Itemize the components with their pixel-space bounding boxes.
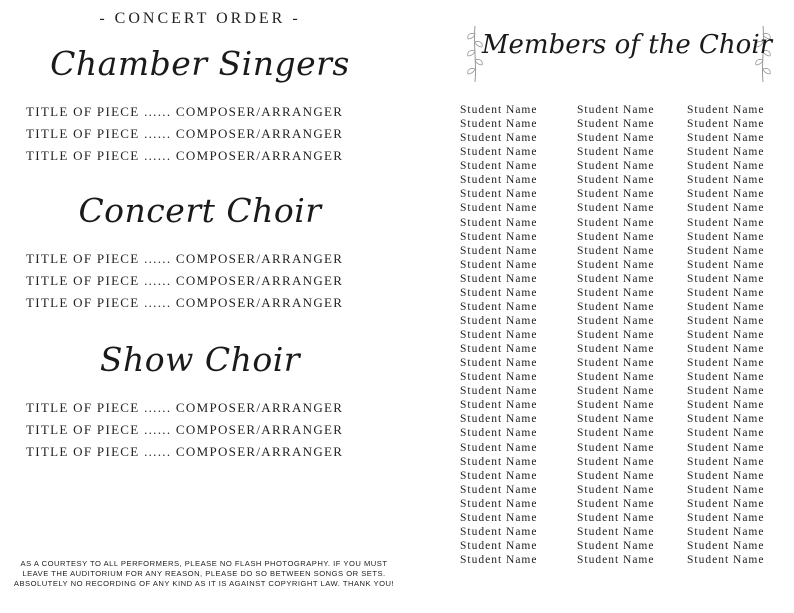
member-name: Student Name [687,188,765,201]
member-name: Student Name [687,343,765,356]
program-line: TITLE OF PIECE ...... COMPOSER/ARRANGER [26,444,344,459]
member-name: Student Name [460,314,538,327]
member-name: Student Name [577,174,655,187]
member-name: Student Name [577,413,655,426]
member-name: Student Name [687,413,765,426]
member-name: Student Name [687,314,765,327]
member-name: Student Name [460,286,538,299]
member-name: Student Name [460,539,538,552]
member-name: Student Name [687,174,765,187]
program-line: TITLE OF PIECE ...... COMPOSER/ARRANGER [26,400,344,415]
member-name: Student Name [687,525,765,538]
member-name: Student Name [577,385,655,398]
concert-order-header: - CONCERT ORDER - [99,10,301,27]
member-name: Student Name [687,132,765,145]
member-name: Student Name [577,497,655,510]
member-name: Student Name [577,427,655,440]
member-name: Student Name [687,258,765,271]
member-name: Student Name [687,286,765,299]
member-name: Student Name [577,216,655,229]
member-name: Student Name [687,539,765,552]
member-name: Student Name [577,202,655,215]
member-name: Student Name [577,188,655,201]
program-line: TITLE OF PIECE ...... COMPOSER/ARRANGER [26,295,344,310]
member-name: Student Name [460,469,538,482]
program-line: TITLE OF PIECE ...... COMPOSER/ARRANGER [26,104,344,119]
member-name: Student Name [460,329,538,341]
member-name: Student Name [687,497,765,510]
member-name: Student Name [460,300,538,313]
member-name: Student Name [687,300,765,313]
member-name: Student Name [577,258,655,271]
member-name: Student Name [687,104,765,116]
member-column-2 [577,103,654,567]
members-title: Members of the Choir [481,30,773,60]
member-name: Student Name [577,469,655,482]
member-name: Student Name [577,554,655,566]
member-name: Student Name [687,469,765,482]
member-name: Student Name [460,244,538,257]
member-column-3 [687,103,764,567]
member-name: Student Name [687,427,765,440]
program-line: TITLE OF PIECE ...... COMPOSER/ARRANGER [26,251,344,266]
member-name: Student Name [577,539,655,552]
member-name: Student Name [687,160,765,173]
member-name: Student Name [460,427,538,440]
member-name: Student Name [687,146,765,159]
member-column-1 [460,103,537,567]
member-name: Student Name [460,497,538,510]
member-name: Student Name [460,399,538,412]
member-name: Student Name [460,554,538,566]
member-name: Student Name [577,160,655,173]
member-name: Student Name [687,483,765,496]
member-name: Student Name [577,118,655,131]
member-name: Student Name [687,511,765,524]
member-name: Student Name [460,146,538,159]
member-name: Student Name [687,455,765,468]
program-line: TITLE OF PIECE ...... COMPOSER/ARRANGER [26,422,344,437]
member-name: Student Name [577,146,655,159]
program-line: TITLE OF PIECE ...... COMPOSER/ARRANGER [26,126,344,141]
member-name: Student Name [577,511,655,524]
member-name: Student Name [577,104,655,116]
member-name: Student Name [577,441,655,454]
member-name: Student Name [577,286,655,299]
section-title-chamber-singers: Chamber Singers [50,44,350,83]
member-name: Student Name [577,455,655,468]
program-line: TITLE OF PIECE ...... COMPOSER/ARRANGER [26,273,344,288]
member-name: Student Name [460,174,538,187]
member-name: Student Name [577,399,655,412]
member-name: Student Name [687,554,765,566]
member-name: Student Name [460,343,538,356]
member-name: Student Name [460,511,538,524]
member-name: Student Name [577,483,655,496]
member-name: Student Name [460,272,538,285]
member-name: Student Name [460,104,538,116]
member-name: Student Name [460,413,538,426]
member-name: Student Name [460,202,538,215]
member-name: Student Name [577,357,655,370]
member-name: Student Name [687,272,765,285]
member-name: Student Name [687,230,765,243]
member-name: Student Name [460,441,538,454]
member-name: Student Name [687,371,765,384]
program-line: TITLE OF PIECE ...... COMPOSER/ARRANGER [26,148,344,163]
courtesy-notice: AS A COURTESY TO ALL PERFORMERS, PLEASE NO FLASH PHOTOGRAPHY. IF YOU MUST LEAVE THE AUDITORIUM FOR ANY REASON, PLEASE DO SO BETWEEN SONGS OR SETS. ABSOLUTELY NO RECORDING OF ANY KIND AS IT IS AGAINST COPYRIGHT LAW. THANK YOU! [13,559,395,588]
member-name: Student Name [460,160,538,173]
member-name: Student Name [577,230,655,243]
member-name: Student Name [460,385,538,398]
member-name: Student Name [460,188,538,201]
member-name: Student Name [577,132,655,145]
member-name: Student Name [687,244,765,257]
member-name: Student Name [687,385,765,398]
member-name: Student Name [577,329,655,341]
member-name: Student Name [460,132,538,145]
member-name: Student Name [687,441,765,454]
member-name: Student Name [577,244,655,257]
member-name: Student Name [460,258,538,271]
section-title-show-choir: Show Choir [99,340,301,379]
members-page [440,0,794,613]
member-name: Student Name [460,455,538,468]
member-name: Student Name [577,525,655,538]
member-name: Student Name [460,483,538,496]
member-name: Student Name [687,399,765,412]
member-name: Student Name [687,357,765,370]
member-name: Student Name [460,525,538,538]
member-name: Student Name [687,118,765,131]
member-name: Student Name [687,216,765,229]
section-title-concert-choir: Concert Choir [78,191,322,230]
member-name: Student Name [577,314,655,327]
member-name: Student Name [577,343,655,356]
member-name: Student Name [460,371,538,384]
member-name: Student Name [460,216,538,229]
member-name: Student Name [460,230,538,243]
member-name: Student Name [577,371,655,384]
member-name: Student Name [460,118,538,131]
member-name: Student Name [577,272,655,285]
member-name: Student Name [460,357,538,370]
member-name: Student Name [687,202,765,215]
member-name: Student Name [577,300,655,313]
member-name: Student Name [687,329,765,341]
